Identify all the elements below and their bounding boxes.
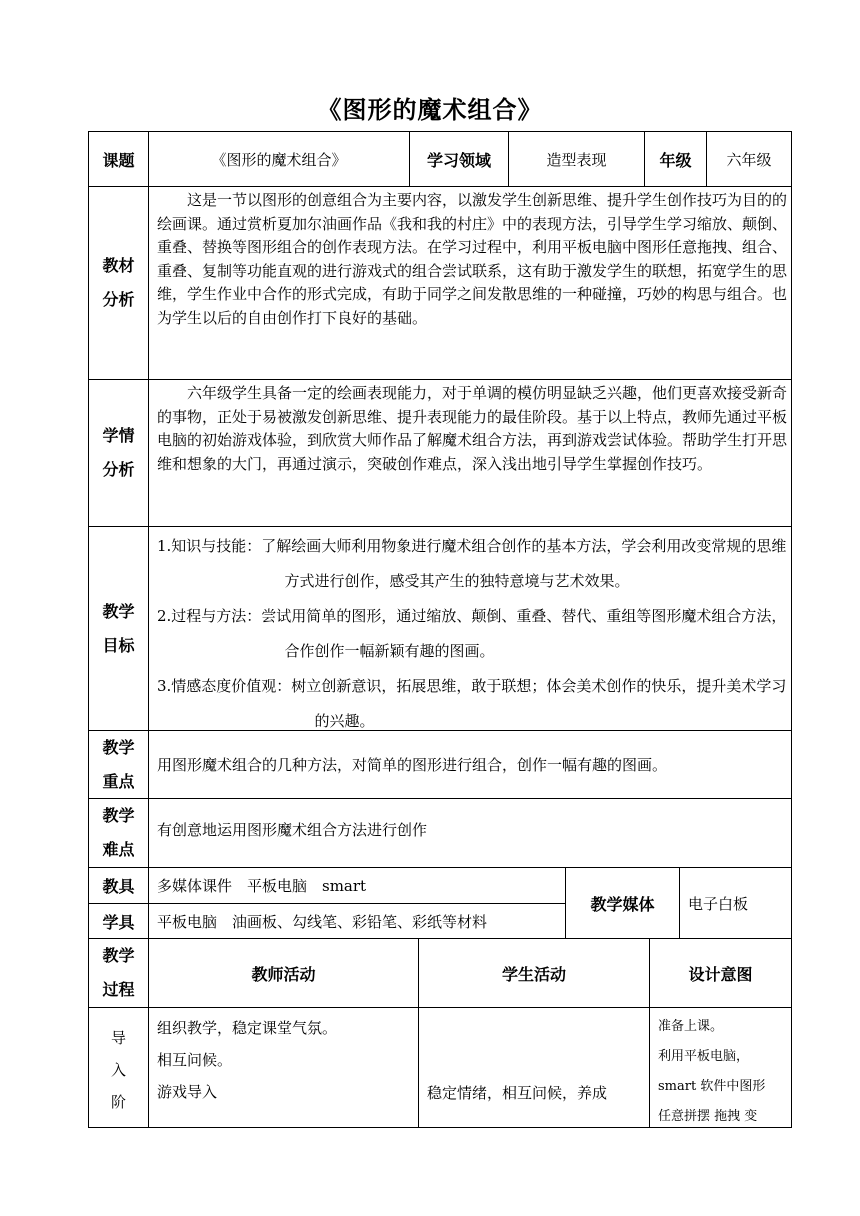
design-intent-line-3: smart 软件中图形 [658, 1079, 766, 1094]
student-activity-cell [418, 1007, 650, 1128]
student-activity-text: 稳定情绪，相互问候，养成 [427, 1084, 608, 1102]
teacher-activity-text [148, 1007, 419, 1128]
teacher-tools-value: 多媒体课件 平板电脑 smart [148, 867, 566, 904]
student-tools-value: 平板电脑 油画板、勾线笔、彩铅笔、彩纸等材料 [148, 903, 566, 939]
analysis-label-line1: 教材 [102, 256, 135, 275]
design-intent-line-4: 任意拼摆 拖拽 变 [658, 1109, 758, 1124]
goals-list [148, 526, 792, 731]
teacher-activity-line-1: 组织教学，稳定课堂气氛。 [157, 1019, 338, 1037]
goal-item-attitude: 3.情感态度价值观：树立创新意识，拓展思维，敢于联想；体会美术创作的快乐，提升美术学习的兴趣。 [157, 677, 787, 730]
design-intent-header: 设计意图 [649, 938, 792, 1008]
goals-label-line1: 教学 [102, 601, 135, 621]
key-point-label-line1: 教学 [102, 737, 135, 757]
goal-item-process: 2.过程与方法：尝试用简单的图形，通过缩放、颠倒、重叠、替代、重组等图形魔术组合方法，合作创作一幅新颖有趣的图画。 [157, 607, 787, 660]
field-value: 造型表现 [508, 131, 645, 187]
design-intent-line-2: 利用平板电脑， [658, 1049, 750, 1064]
key-point-label [88, 730, 149, 799]
difficulty-label [88, 798, 149, 868]
design-intent-line-1: 准备上课。 [658, 1019, 724, 1034]
document-title: 《图形的魔术组合》 [317, 95, 543, 124]
learner-text: 六年级学生具备一定的绘画表现能力，对于单调的模仿明显缺乏兴趣，他们更喜欢接受新奇的事物，正处于易被激发创新思维、提升表现能力的最佳阶段。基于以上特点，教师先通过平板电脑的初始游戏体验，到欣赏大师作品了解魔术组合方法，再到游戏尝试体验。帮助学生打开思维和想象的大门，再通过演示，突破创作难点，深入浅出地引导学生掌握创作技巧。 [148, 379, 792, 527]
design-intent-text [649, 1007, 792, 1128]
goals-label-line2: 目标 [102, 635, 135, 655]
stage-label-char-3: 阶 [110, 1093, 126, 1111]
difficulty-label-line1: 教学 [102, 806, 135, 825]
difficulty-text: 有创意地运用图形魔术组合方法进行创作 [148, 798, 792, 868]
analysis-label-line2: 分析 [102, 290, 135, 309]
goal-item-knowledge: 1.知识与技能：了解绘画大师利用物象进行魔术组合创作的基本方法，学会利用改变常规的思维方式进行创作，感受其产生的独特意境与艺术效果。 [157, 537, 787, 590]
teacher-activity-line-2: 相互问候。 [157, 1051, 233, 1069]
difficulty-label-line2: 难点 [102, 840, 135, 859]
stage-label-char-2: 入 [110, 1061, 126, 1079]
analysis-text: 这是一节以图形的创意组合为主要内容，以激发学生创新思维、提升学生创作技巧为目的的绘画课。通过赏析夏加尔油画作品《我和我的村庄》中的表现方法，引导学生学习缩放、颠倒、重叠、替换等图形组合的创作表现方法。在学习过程中，利用平板电脑中图形任意拖拽、组合、重叠、复制等功能直观的进行游戏式的组合尝试联系，这有助于激发学生的联想，拓宽学生的思维，学生作业中合作的形式完成，有助于同学之间发散思维的一种碰撞，巧妙的构思与组合。也为学生以后的自由创作打下良好的基础。 [148, 186, 792, 380]
field-label: 学习领域 [409, 131, 509, 187]
goals-label [88, 526, 149, 731]
process-label [88, 938, 149, 1008]
media-label: 教学媒体 [565, 867, 680, 939]
learner-label [88, 379, 149, 527]
stage-label-char-1: 导 [110, 1029, 126, 1047]
key-point-label-line2: 重点 [102, 771, 135, 791]
process-label-line2: 过程 [102, 980, 135, 999]
teacher-activity-line-3: 游戏导入 [157, 1083, 218, 1101]
media-value: 电子白板 [679, 867, 792, 939]
student-activity-header: 学生活动 [418, 938, 650, 1008]
stage-label [88, 1007, 149, 1128]
grade-value: 六年级 [706, 131, 792, 187]
analysis-label [88, 186, 149, 380]
grade-label: 年级 [644, 131, 707, 187]
teacher-activity-header: 教师活动 [148, 938, 419, 1008]
topic-label: 课题 [88, 131, 149, 187]
learner-label-line2: 分析 [102, 460, 135, 479]
key-point-text: 用图形魔术组合的几种方法，对简单的图形进行组合，创作一幅有趣的图画。 [148, 730, 792, 799]
topic-value: 《图形的魔术组合》 [148, 131, 410, 187]
student-tools-label: 学具 [88, 903, 149, 939]
learner-label-line1: 学情 [102, 426, 135, 445]
process-label-line1: 教学 [102, 946, 135, 965]
teacher-tools-label: 教具 [88, 867, 149, 904]
